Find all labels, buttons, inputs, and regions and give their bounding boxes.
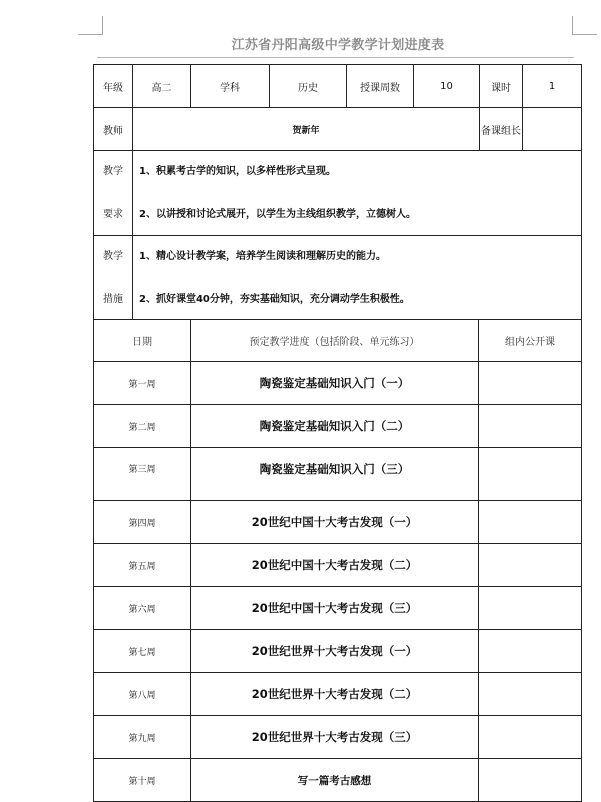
table-row bbox=[94, 673, 582, 716]
measures-row bbox=[94, 236, 582, 320]
week-label: 第二周 bbox=[94, 405, 191, 448]
group-leader-value bbox=[523, 108, 582, 151]
grade-value: 高二 bbox=[133, 65, 191, 108]
week-topic: 20世纪中国十大考古发现（一） bbox=[191, 501, 479, 544]
teacher-name: 贺新年 bbox=[133, 108, 480, 151]
open-class-cell bbox=[479, 630, 582, 673]
week-label: 第七周 bbox=[94, 630, 191, 673]
requirements-label-line-2: 要求 bbox=[103, 209, 123, 220]
measure-item-2: 2、抓好课堂40分钟，夯实基础知识，充分调动学生积极性。 bbox=[139, 293, 410, 305]
open-class-cell bbox=[479, 587, 582, 630]
requirements-text bbox=[133, 151, 582, 236]
requirement-item-2: 2、以讲授和讨论式展开，以学生为主线组织教学，立德树人。 bbox=[139, 209, 416, 220]
table-row bbox=[94, 448, 582, 501]
periods-label: 课时 bbox=[480, 65, 523, 108]
week-topic: 20世纪世界十大考古发现（二） bbox=[191, 673, 479, 716]
week-topic: 20世纪世界十大考古发现（一） bbox=[191, 630, 479, 673]
measure-item-1: 1、精心设计教学案，培养学生阅读和理解历史的能力。 bbox=[139, 250, 386, 262]
progress-column-header: 预定教学进度（包括阶段、单元练习） bbox=[191, 320, 479, 362]
week-label: 第一周 bbox=[94, 362, 191, 405]
week-topic: 20世纪中国十大考古发现（三） bbox=[191, 587, 479, 630]
date-column-header: 日期 bbox=[94, 320, 191, 362]
document-title: 江苏省丹阳高级中学教学计划进度表 bbox=[231, 38, 445, 53]
requirements-label-line-1: 教学 bbox=[103, 166, 123, 177]
requirements-label bbox=[94, 151, 133, 236]
measures-text bbox=[133, 236, 582, 320]
crop-mark-top-right bbox=[572, 16, 597, 35]
table-row bbox=[94, 501, 582, 544]
title-divider bbox=[97, 57, 574, 58]
measures-label-line-2: 措施 bbox=[103, 293, 123, 305]
week-label: 第九周 bbox=[94, 716, 191, 759]
table-row bbox=[94, 405, 582, 448]
group-leader-label: 备课组长 bbox=[480, 108, 523, 151]
table-row bbox=[94, 587, 582, 630]
week-topic: 写一篇考古感想 bbox=[191, 759, 479, 802]
open-class-cell bbox=[479, 544, 582, 587]
week-label: 第八周 bbox=[94, 673, 191, 716]
info-row bbox=[94, 65, 582, 108]
table-row bbox=[94, 630, 582, 673]
teacher-row bbox=[94, 108, 582, 151]
teacher-label: 教师 bbox=[94, 108, 133, 151]
week-topic: 20世纪中国十大考古发现（二） bbox=[191, 544, 479, 587]
open-class-column-header: 组内公开课 bbox=[479, 320, 582, 362]
open-class-cell bbox=[479, 673, 582, 716]
weeks-label: 授课周数 bbox=[347, 65, 414, 108]
open-class-cell bbox=[479, 405, 582, 448]
requirements-row bbox=[94, 151, 582, 236]
schedule-header-row bbox=[94, 320, 582, 362]
open-class-cell bbox=[479, 362, 582, 405]
plan-info-table bbox=[93, 64, 582, 320]
open-class-cell bbox=[479, 759, 582, 802]
schedule-table bbox=[93, 319, 582, 802]
grade-label: 年级 bbox=[94, 65, 133, 108]
requirement-item-1: 1、积累考古学的知识，以多样性形式呈现。 bbox=[139, 166, 336, 177]
table-row bbox=[94, 362, 582, 405]
table-row bbox=[94, 759, 582, 802]
week-label: 第十周 bbox=[94, 759, 191, 802]
weeks-value: 10 bbox=[414, 65, 480, 108]
subject-value: 历史 bbox=[270, 65, 347, 108]
week-topic: 陶瓷鉴定基础知识入门（一） bbox=[191, 362, 479, 405]
table-row bbox=[94, 544, 582, 587]
measures-label bbox=[94, 236, 133, 320]
subject-label: 学科 bbox=[191, 65, 270, 108]
week-label: 第五周 bbox=[94, 544, 191, 587]
open-class-cell bbox=[479, 716, 582, 759]
week-topic: 20世纪世界十大考古发现（三） bbox=[191, 716, 479, 759]
week-topic: 陶瓷鉴定基础知识入门（二） bbox=[191, 405, 479, 448]
measures-label-line-1: 教学 bbox=[103, 250, 123, 262]
open-class-cell bbox=[479, 501, 582, 544]
week-label: 第六周 bbox=[94, 587, 191, 630]
crop-mark-top-left bbox=[78, 16, 103, 35]
open-class-cell bbox=[479, 448, 582, 501]
week-label: 第三周 bbox=[94, 448, 191, 501]
table-row bbox=[94, 716, 582, 759]
week-topic: 陶瓷鉴定基础知识入门（三） bbox=[191, 448, 479, 501]
periods-value: 1 bbox=[523, 65, 582, 108]
week-label: 第四周 bbox=[94, 501, 191, 544]
